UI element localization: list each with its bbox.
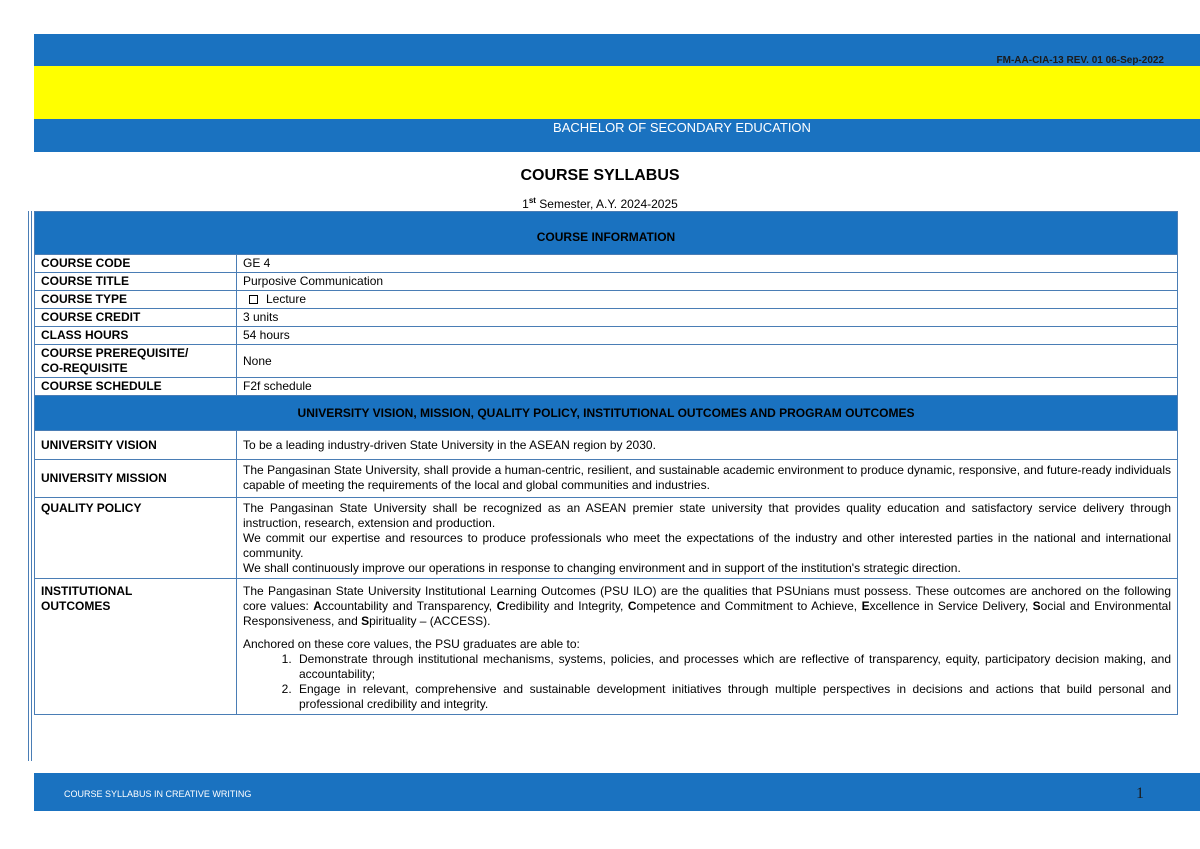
institutional-text: The Pangasinan State University Institutional Learning Outcomes (PSU ILO) are the qualities that PSUnians must possess. These outcomes are anchored on the following core values: Accountability and Transparency, Credibility and Integrity, Competence and Commitment to Achieve, Excellence in Service Delivery, Social and Environmental Responsiveness, and Spirituality – (ACCESS). Anchored on these core values, the PSU graduates are able to: 1. Demonstrate through institutional mechanisms, systems, policies, and processes which are reflective of transparency, equity, participatory decision making, and accountability; 2. Engage in relevant, comprehensive and sustainable development initiatives through multiple perspectives in decisions and actions that build personal and professional credibility and integrity. — [237, 579, 1178, 715]
footer-text: COURSE SYLLABUS IN CREATIVE WRITING — [64, 789, 252, 799]
table-row — [35, 431, 1178, 460]
syllabus-table — [34, 211, 1178, 715]
table-row — [35, 579, 1178, 715]
mission-label: UNIVERSITY MISSION — [35, 460, 237, 498]
list-item: 1. Demonstrate through institutional mechanisms, systems, policies, and processes which are reflective of transparency, equity, participatory decision making, and accountability; — [295, 652, 1171, 682]
vision-section-header: UNIVERSITY VISION, MISSION, QUALITY POLICY, INSTITUTIONAL OUTCOMES AND PROGRAM OUTCOMES — [35, 396, 1178, 431]
table-left-border — [28, 211, 32, 761]
table-row — [35, 498, 1178, 579]
course-info-header: COURSE INFORMATION — [35, 212, 1178, 255]
row-label: COURSE TITLE — [35, 273, 237, 291]
table-row — [35, 460, 1178, 498]
row-label: COURSE TYPE — [35, 291, 237, 309]
quality-text: The Pangasinan State University shall be recognized as an ASEAN premier state university that provides quality education and satisfactory service delivery through instruction, research, extension and production. We commit our expertise and resources to produce professionals who meet the expectations of the industry and other interested parties in the national and international community. We shall continuously improve our operations in response to changing environment and in support of the institution's strategic direction. — [237, 498, 1178, 579]
table-row — [35, 345, 1178, 378]
document-title: COURSE SYLLABUS — [520, 167, 680, 184]
table-row — [35, 291, 1178, 309]
row-label: CLASS HOURS — [35, 327, 237, 345]
institutional-label: INSTITUTIONAL OUTCOMES — [35, 579, 237, 715]
table-row — [35, 273, 1178, 291]
table-row — [35, 378, 1178, 396]
table-row — [35, 255, 1178, 273]
mission-text: The Pangasinan State University, shall provide a human-centric, resilient, and sustainable academic environment to produce dynamic, responsive, and future-ready individuals capable of meeting the requirements of the local and global communities and industries. — [237, 460, 1178, 498]
program-name: BACHELOR OF SECONDARY EDUCATION — [553, 120, 811, 135]
vision-text: To be a leading industry-driven State University in the ASEAN region by 2030. — [237, 431, 1178, 460]
row-value: F2f schedule — [237, 378, 1178, 396]
row-value: GE 4 — [237, 255, 1178, 273]
list-item: 2. Engage in relevant, comprehensive and sustainable development initiatives through multiple perspectives in decisions and actions that build personal and professional credibility and integrity. — [295, 682, 1171, 712]
row-value: Purposive Communication — [237, 273, 1178, 291]
row-label: COURSE PREREQUISITE/ CO-REQUISITE — [35, 345, 237, 378]
row-label: COURSE SCHEDULE — [35, 378, 237, 396]
checkbox-icon — [249, 295, 258, 304]
row-label: COURSE CREDIT — [35, 309, 237, 327]
row-value: Lecture — [237, 291, 1178, 309]
quality-label: QUALITY POLICY — [35, 498, 237, 579]
table-row — [35, 327, 1178, 345]
form-code: FM-AA-CIA-13 REV. 01 06-Sep-2022 — [996, 55, 1164, 66]
row-value: 54 hours — [237, 327, 1178, 345]
row-label: COURSE CODE — [35, 255, 237, 273]
semester-line: 1st Semester, A.Y. 2024-2025 — [522, 196, 678, 211]
vision-label: UNIVERSITY VISION — [35, 431, 237, 460]
header-yellow-band — [34, 66, 1200, 119]
page-number: 1 — [1136, 785, 1144, 802]
row-value: 3 units — [237, 309, 1178, 327]
row-value: None — [237, 345, 1178, 378]
table-row — [35, 309, 1178, 327]
